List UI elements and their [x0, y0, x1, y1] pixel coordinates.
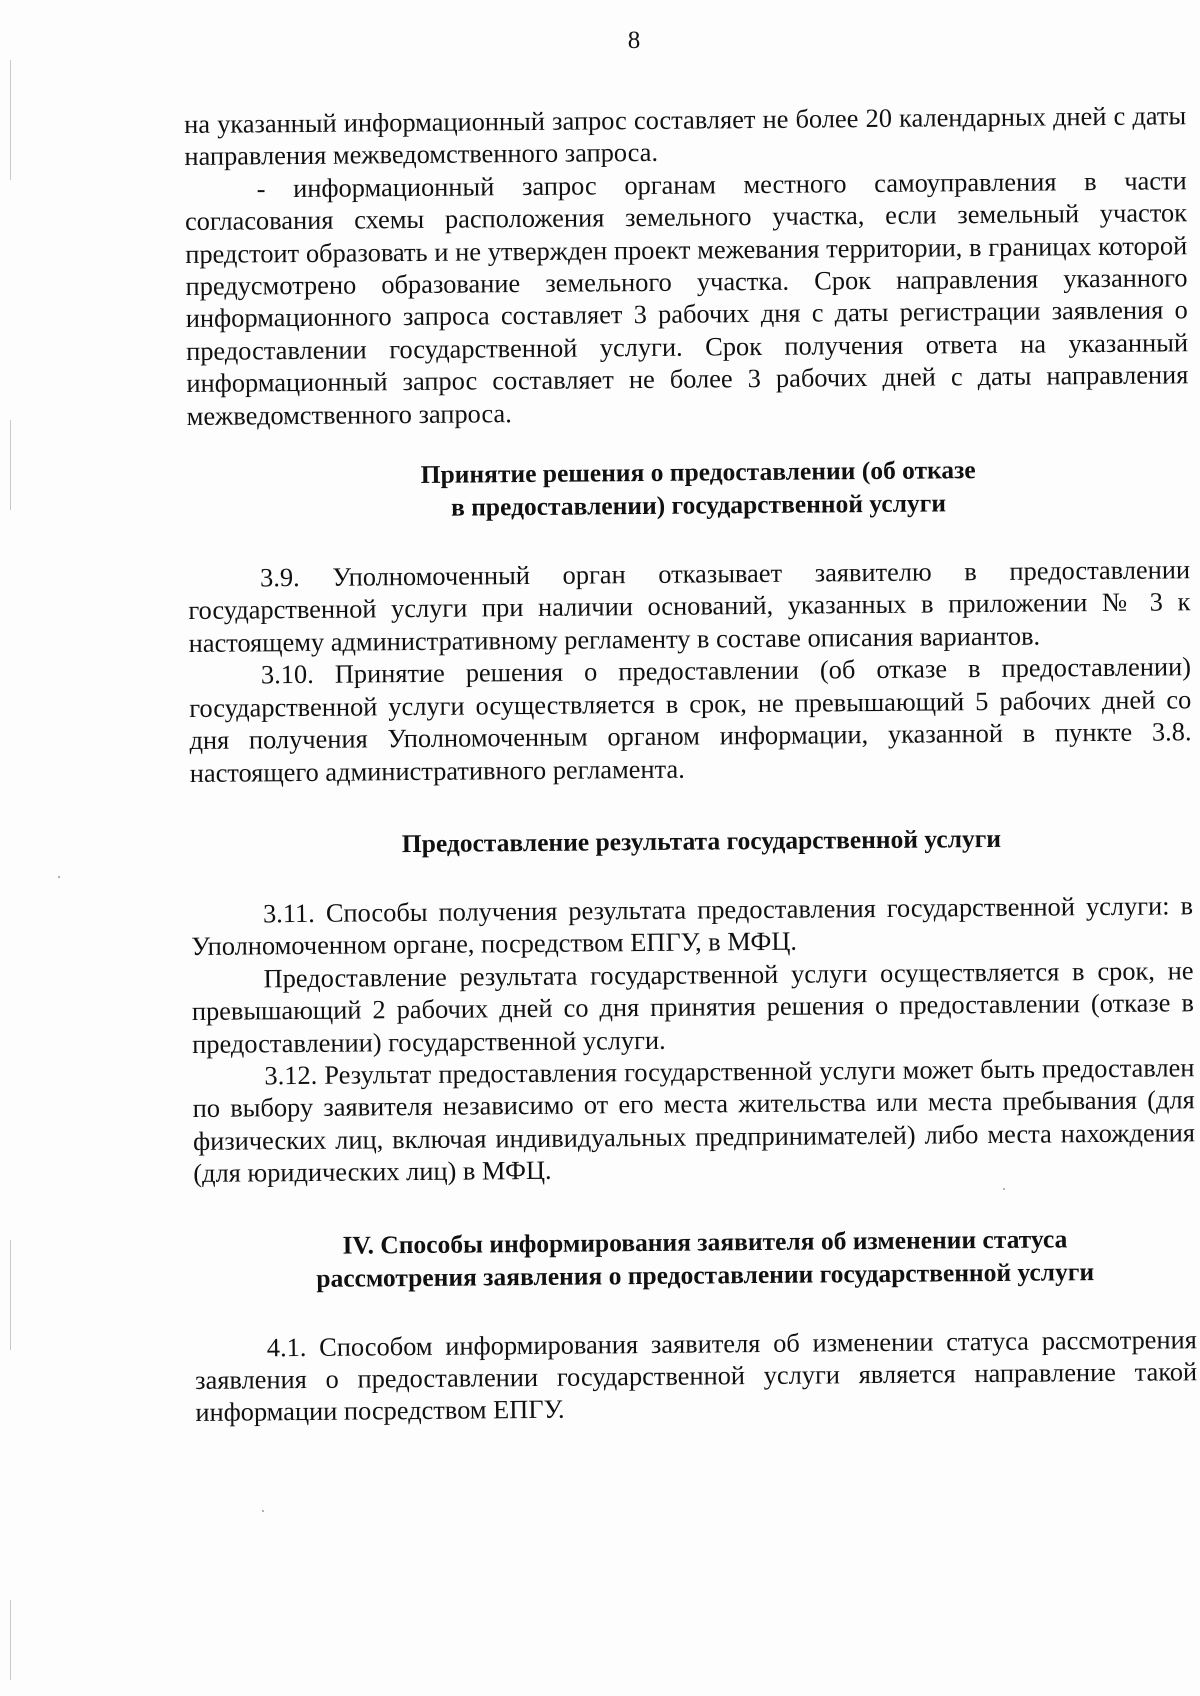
paragraph: на указанный информационный запрос составляет не более 20 календарных дней с даты направления межведомственного запроса.	[184, 100, 1187, 172]
paragraph-3-11: 3.11. Способы получения результата предоставления государственной услуги: в Уполномоченном органе, посредством ЕПГУ, в МФЦ.	[191, 890, 1194, 962]
scan-speck	[262, 1510, 264, 1512]
paragraph-3-9: 3.9. Уполномоченный орган отказывает заявителю в предоставлении государственной услуги при наличии оснований, указанных в приложении № 3 к настоящему административному регламенту в составе описания вариантов.	[188, 554, 1191, 658]
paragraph: - информационный запрос органам местного самоуправления в части согласования схемы расположения земельного участка, если земельный участок предстоит образовать и не утвержден проект межевания территории, в границах которой предусмотрено образование земельного участка. Срок направления указанного информационного запроса составляет 3 рабочих дня с даты регистрации заявления о предоставлении государственной услуги. Срок получения ответа на указанный информационный запрос составляет не более 3 рабочих дней с даты направления межведомственного запроса.	[184, 165, 1189, 431]
paragraph-4-1: 4.1. Способом информирования заявителя об изменении статуса рассмотрения заявления о предоставлении государственной услуги является направление такой информации посредством ЕПГУ.	[194, 1323, 1198, 1428]
scan-speck	[58, 876, 60, 878]
section-heading-iv-line2: рассмотрения заявления о предоставлении государственной услуги	[316, 1256, 1095, 1293]
scan-artifact	[10, 1600, 11, 1680]
document-body	[184, 99, 1197, 1428]
scan-artifact	[10, 60, 11, 180]
paragraph-3-12: 3.12. Результат предоставления государственной услуги может быть предоставлен по выбору заявителя независимо от его места жительства или места пребывания (для физических лиц, включая индивидуальных предпринимателей) либо места нахождения (для юридических лиц) в МФЦ.	[192, 1052, 1196, 1189]
paragraph-3-10: 3.10. Принятие решения о предоставлении (об отказе в предоставлении) государственной услуги осуществляется в срок, не превышающий 5 рабочих дней со дня получения Уполномоченным органом информации, указанной в пункте 3.8. настоящего административного регламента.	[189, 651, 1192, 788]
paragraph: Предоставление результата государственной услуги осуществляется в срок, не превышающий 2 рабочих дней со дня принятия решения о предоставлении (отказе в предоставлении) государственной услуги.	[191, 954, 1194, 1059]
page-number: 8	[627, 27, 641, 54]
section-heading-result: Предоставление результата государственной услуги	[401, 823, 1002, 859]
scan-artifact	[10, 420, 11, 510]
scan-artifact	[10, 1240, 11, 1350]
section-heading-decision-line2: в предоставлении) государственной услуги	[450, 488, 947, 522]
section-heading-iv-line1: IV. Способы информирования заявителя об изменении статуса	[342, 1223, 1068, 1260]
section-heading-decision-line1: Принятие решения о предоставлении (об отказе	[420, 455, 976, 490]
